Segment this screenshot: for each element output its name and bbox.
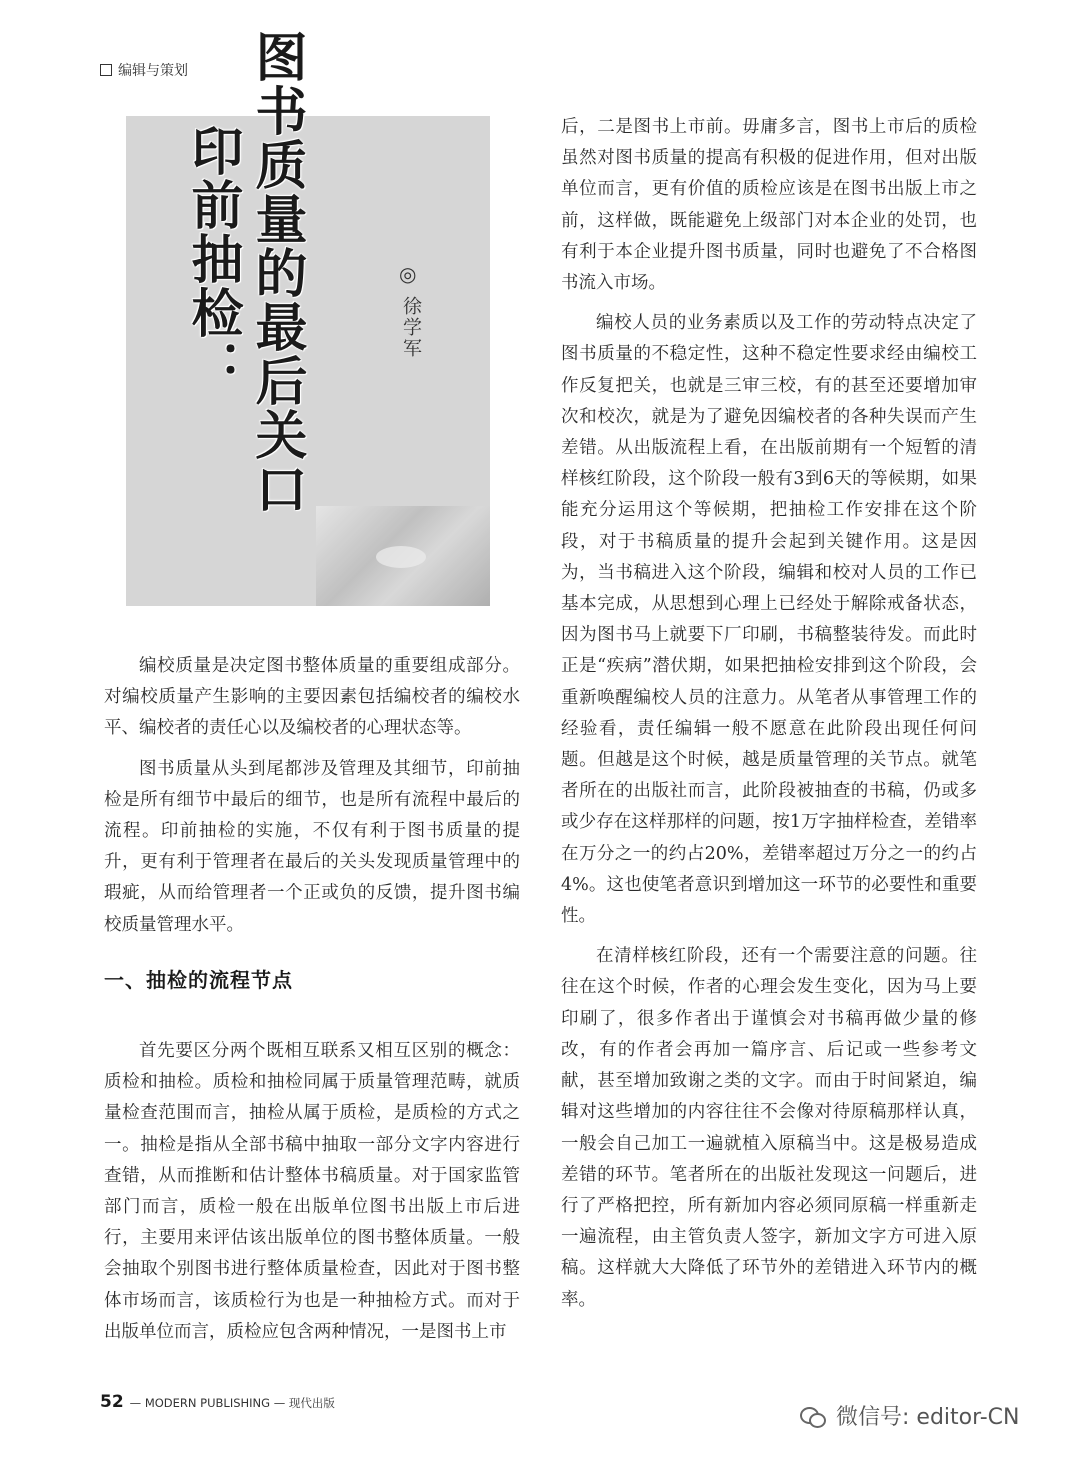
wechat-watermark <box>800 1400 1020 1431</box>
author-name: 徐学军 <box>400 296 422 359</box>
square-icon <box>100 64 112 76</box>
journal-name: — MODERN PUBLISHING — 现代出版 <box>129 1396 335 1410</box>
right-column <box>561 112 977 1316</box>
desk-photo <box>316 506 490 606</box>
paragraph: 编校质量是决定图书整体质量的重要组成部分。对编校质量产生影响的主要因素包括编校者的编校水平、编校者的责任心以及编校者的心理状态等。 <box>104 656 520 739</box>
title-box <box>126 116 490 606</box>
author-mark: ◎ <box>399 262 417 286</box>
section-heading: 一、抽检的流程节点 <box>104 967 293 992</box>
article-subtitle: 印前抽检： <box>182 124 242 394</box>
article-title: 图书质量的最后关口 <box>246 30 306 516</box>
paragraph: 图书质量从头到尾都涉及管理及其细节，印前抽检是所有细节中最后的细节，也是所有流程中最后的流程。印前抽检的实施，不仅有利于图书质量的提升，更有利于管理者在最后的关头发现质量管理中的瑕疵，从而给管理者一个正或负的反馈，提升图书编校质量管理水平。 <box>104 758 520 935</box>
left-column <box>104 651 520 1348</box>
section-label: 编辑与策划 <box>118 63 188 79</box>
watermark-text: 微信号: editor-CN <box>836 1405 1020 1430</box>
paragraph: 后，二是图书上市前。毋庸多言，图书上市后的质检虽然对图书质量的提高有积极的促进作用，但对出版单位而言，更有价值的质检应该是在图书出版上市之前，这样做，既能避免上级部门对本企业的处罚，也有利于本企业提升图书质量，同时也避免了不合格图书流入市场。 <box>561 117 977 294</box>
wechat-icon <box>800 1405 826 1427</box>
page-number: 52 <box>100 1392 124 1412</box>
section-header <box>100 60 188 80</box>
paragraph: 首先要区分两个既相互联系又相互区别的概念：质检和抽检。质检和抽检同属于质量管理范畴，就质量检查范围而言，抽检从属于质检，是质检的方式之一。抽检是指从全部书稿中抽取一部分文字内容进行查错，从而推断和估计整体书稿质量。对于国家监管部门而言，质检一般在出版单位图书出版上市后进行，主要用来评估该出版单位的图书整体质量。一般会抽取个别图书进行整体质量检查，因此对于图书整体市场而言，该质检行为也是一种抽检方式。而对于出版单位而言，质检应包含两种情况，一是图书上市 <box>104 1041 520 1342</box>
page-footer <box>100 1392 335 1412</box>
paragraph: 在清样核红阶段，还有一个需要注意的问题。往往在这个时候，作者的心理会发生变化，因为马上要印刷了，很多作者出于谨慎会对书稿再做少量的修改，有的作者会再加一篇序言、后记或一些参考文献，甚至增加致谢之类的文字。而由于时间紧迫，编辑对这些增加的内容往往不会像对待原稿那样认真，一般会自己加工一遍就植入原稿当中。这是极易造成差错的环节。笔者所在的出版社发现这一问题后，进行了严格把控，所有新加内容必须同原稿一样重新走一遍流程，由主管负责人签字，新加文字方可进入原稿。这样就大大降低了环节外的差错进入环节内的概率。 <box>561 946 977 1310</box>
paragraph: 编校人员的业务素质以及工作的劳动特点决定了图书质量的不稳定性，这种不稳定性要求经由编校工作反复把关，也就是三审三校，有的甚至还要增加审次和校次，就是为了避免因编校者的各种失误而产生差错。从出版流程上看，在出版前期有一个短暂的清样核红阶段，这个阶段一般有3到6天的等候期，如果能充分运用这个等候期，把抽检工作安排在这个阶段，对于书稿质量的提升会起到关键作用。这是因为，当书稿进入这个阶段，编辑和校对人员的工作已基本完成，从思想到心理上已经处于解除戒备状态，因为图书马上就要下厂印刷，书稿整装待发。而此时正是“疾病”潜伏期，如果把抽检安排到这个阶段，会重新唤醒编校人员的注意力。从笔者从事管理工作的经验看，责任编辑一般不愿意在此阶段出现任何问题。但越是这个时候，越是质量管理的关节点。就笔者所在的出版社而言，此阶段被抽查的书稿，仍或多或少存在这样那样的问题，按1万字抽样检查，差错率在万分之一的约占20%，差错率超过万分之一的约占4%。这也使笔者意识到增加这一环节的必要性和重要性。 <box>561 313 977 927</box>
